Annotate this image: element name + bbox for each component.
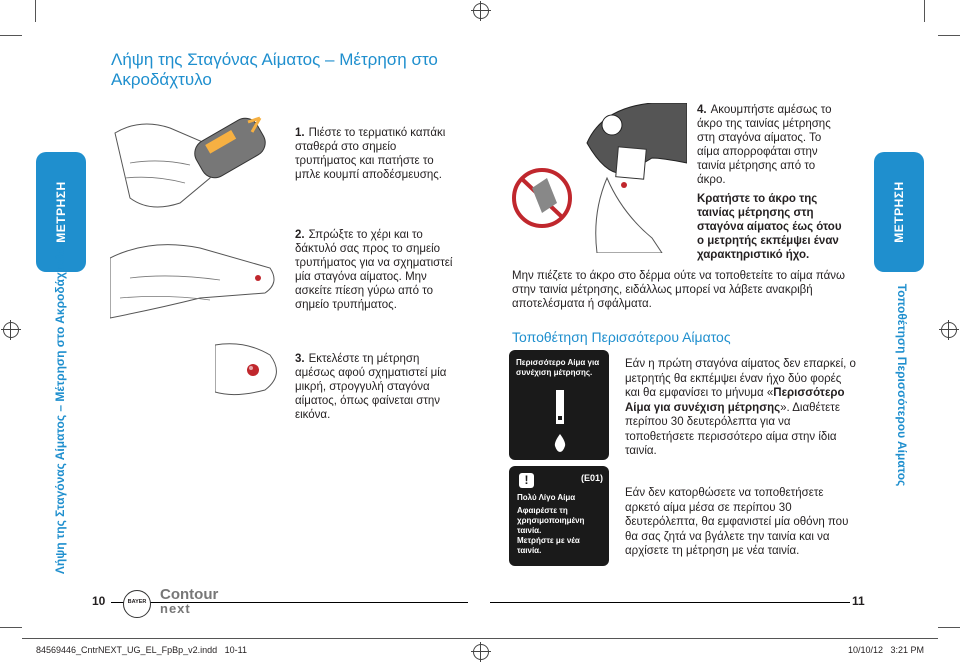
print-slug-file: 84569446_CntrNEXT_UG_EL_FpBp_v2.indd 10-11	[36, 645, 247, 655]
crop-mark	[938, 627, 960, 628]
screen-message: Περισσότερο Αίμα για συνέχιση μέτρησης.	[516, 358, 600, 377]
step-2	[295, 228, 455, 312]
error-code: (E01)	[580, 473, 603, 483]
registration-mark-icon	[3, 322, 19, 338]
step-text: Εκτελέστε τη μέτρηση αμέσως αφού σχηματιστεί μία μικρή, στρογγυλή σταγόνα αίματος, όπως φαίνεται στην εικόνα.	[295, 353, 447, 421]
step-text: Σπρώξτε το χέρι και το δάκτυλό σας προς το σημείο τρυπήματος για να σχηματιστεί μία σταγόνα αίματος. Μην ασκείτε πίεση γύρω από το σημείο τρυπήματος.	[295, 229, 453, 311]
step-text: Πιέστε το τερματικό καπάκι σταθερά στο σημείο τρυπήματος και πατήστε το μπλε κουμπί αποδέσμευσης.	[295, 127, 446, 181]
step-number: 1.	[295, 127, 305, 139]
right-vertical-heading: Τοποθέτηση Περισσότερου Αίματος	[895, 283, 909, 487]
error-line: Αφαιρέστε τη	[517, 506, 568, 515]
crop-mark	[0, 627, 22, 628]
section-heading: Τοποθέτηση Περισσότερου Αίματος	[512, 329, 731, 345]
right-section-tab	[874, 152, 924, 272]
step-number: 2.	[295, 229, 305, 241]
step-3	[295, 352, 455, 422]
print-slug-date: 10/10/12 3:21 PM	[848, 645, 925, 655]
crop-mark	[35, 0, 36, 22]
warning-icon: !	[519, 473, 534, 488]
page-number-right: 11	[852, 594, 865, 608]
crop-mark	[924, 0, 925, 22]
registration-mark-icon	[473, 3, 489, 19]
registration-mark-icon	[941, 322, 957, 338]
registration-mark-icon	[473, 644, 489, 660]
error-line: ταινία.	[517, 546, 542, 555]
page-title: Λήψη της Σταγόνας Αίματος – Μέτρηση στο Ακροδάχτυλο	[111, 50, 438, 89]
left-tab-label: ΜΕΤΡΗΣΗ	[54, 181, 68, 243]
page-number-left: 10	[92, 594, 106, 608]
more-blood-paragraph	[625, 357, 857, 459]
step-text: Ακουμπήστε αμέσως το άκρο της ταινίας μέτρησης στη σταγόνα αίματος. Το αίμα απορροφάται στην ταινία μέτρησης από το άκρο.	[697, 104, 832, 186]
brand-contour: Contour	[160, 586, 219, 603]
bayer-logo	[123, 590, 151, 618]
left-vertical-heading: Λήψη της Σταγόνας Αίματος – Μέτρηση στο Ακροδάχτυλο	[53, 245, 67, 575]
paragraph-bold: Περισσότερο Αίμα για συνέχιση μέτρησης	[625, 387, 845, 414]
step-4	[697, 103, 845, 187]
lancing-device-illustration	[110, 103, 280, 228]
step-1	[295, 126, 455, 182]
meter-strip-illustration	[512, 103, 687, 253]
footer-rule-right	[490, 602, 850, 603]
bayer-logo-text: BAYER	[127, 599, 147, 605]
paragraph-text: ». Διαθέτετε περίπου 30 δευτερόλεπτα για να τοποθετήσετε περισσότερο αίμα στην ίδια ταινία.	[625, 401, 840, 457]
step-4-bold-note: Κρατήστε το άκρο της ταινίας μέτρησης στη σταγόνα αίματος έως ότου ο μετρητής εκπέμψει έναν χαρακτηριστικό ήχο.	[697, 193, 842, 261]
step-number: 4.	[697, 104, 707, 116]
step-number: 3.	[295, 353, 305, 365]
error-title: Πολύ Λίγο Αίμα	[517, 493, 576, 502]
meter-screen-more-blood	[509, 350, 609, 460]
contour-next-logo	[160, 586, 240, 616]
paragraph-text: Εάν η πρώτη σταγόνα αίματος δεν επαρκεί, ο μετρητής θα εκπέμψει έναν ήχο δύο φορές και θα εμφανίσει το μήνυμα «	[625, 358, 856, 399]
brand-next: next	[160, 601, 191, 616]
slug-rule	[22, 638, 938, 639]
error-line: χρησιμοποιημένη	[517, 516, 585, 525]
error-line: Μετρήστε με νέα	[517, 536, 580, 545]
timeout-paragraph: Εάν δεν κατορθώσετε να τοποθετήσετε αρκετό αίμα μέσα σε περίπου 30 δευτερόλεπτα, θα εμφανιστεί μία οθόνη που θα σας ζητά να βγάλετε την ταινία και να αρχίσετε τη μέτρηση με νέα ταινία.	[625, 487, 849, 557]
finger-squeeze-illustration	[110, 228, 280, 333]
crop-mark	[0, 35, 22, 36]
strip-blood-icon	[549, 390, 571, 455]
error-line: ταινία.	[517, 526, 542, 535]
warning-text: Μην πιέζετε το άκρο στο δέρμα ούτε να τοποθετείτε το αίμα πάνω στην ταινία μέτρησης, ειδάλλως μπορεί να λάβετε ανακριβή αποτελέσματα ή σφάλματα.	[512, 270, 846, 310]
blood-drop-illustration	[215, 340, 285, 400]
meter-screen-error	[509, 466, 609, 566]
right-tab-label: ΜΕΤΡΗΣΗ	[892, 181, 906, 243]
crop-mark	[938, 35, 960, 36]
